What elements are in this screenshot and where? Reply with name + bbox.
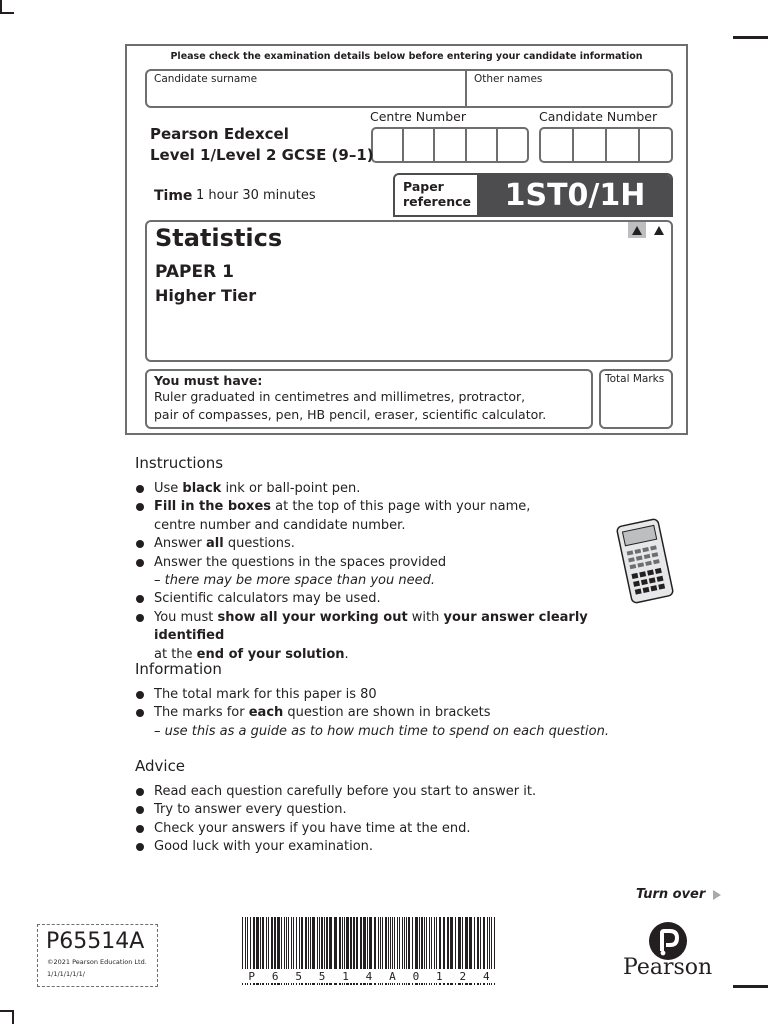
other-names-box[interactable] [465,69,673,108]
barcode-digit: 1 [342,970,349,983]
instructions-list [135,480,655,664]
list-item: Fill in the boxes at the top of this page with your name, centre number and candidate number. [135,498,655,535]
crop-mark [0,12,14,14]
total-marks-label: Total Marks [605,373,665,385]
centre-number-label: Centre Number [370,109,466,124]
advice-list [135,783,655,857]
paper-reference-label: Paper reference [395,175,479,215]
check-note: Please check the examination details below before entering your candidate information [170,51,643,62]
list-item: Read each question carefully before you start to answer it. [135,783,655,801]
barcode-digit: 4 [365,970,373,983]
exam-level: Level 1/Level 2 GCSE (9–1) [150,146,374,164]
digit-box[interactable] [574,129,607,161]
barcode-digits [240,969,498,983]
crop-mark [733,985,768,988]
print-code: 1/1/1/1/1/1/ [47,970,85,978]
paper-code: P65514A [46,929,145,954]
barcode-digit: 5 [295,970,302,983]
calculator-allowed-icon [650,222,668,238]
total-marks-box [599,369,673,429]
barcode-digit: 0 [412,970,420,983]
information-heading: Information [135,660,222,678]
crop-mark [12,1010,14,1024]
digit-box[interactable] [541,129,574,161]
equipment-box [145,369,593,429]
other-names-label: Other names [474,73,543,85]
barcode-digit: 6 [271,970,279,983]
barcode-digit: 1 [436,970,443,983]
candidate-surname-box[interactable] [145,69,467,108]
list-item: Scientific calculators may be used. [135,590,655,608]
exam-board: Pearson Edexcel [150,125,289,143]
barcode-digit: 5 [318,970,326,983]
candidate-number-label: Candidate Number [539,109,658,124]
advice-heading: Advice [135,757,186,775]
time-value: 1 hour 30 minutes [196,188,316,203]
time-label: Time [154,188,193,204]
copyright: ©2021 Pearson Education Ltd. [47,958,147,966]
digit-box[interactable] [498,129,527,161]
instructions-heading: Instructions [135,454,224,472]
barcode-digit: 4 [482,970,490,983]
list-item: Check your answers if you have time at the end. [135,820,655,838]
candidate-details-frame [125,44,688,435]
list-item: You must show all your working out with your answer clearly identified at the end of your solution. [135,609,655,664]
barcode-digit: 2 [459,970,467,983]
candidate-number-boxes[interactable] [539,127,673,163]
list-item: Try to answer every question. [135,801,655,819]
digit-box[interactable] [404,129,435,161]
digit-box[interactable] [435,129,466,161]
list-item: The total mark for this paper is 80 [135,686,655,704]
turn-over: Turn over [636,887,721,902]
turn-over-arrow-icon [713,890,721,900]
subject-box [145,220,673,362]
calculator-icon [614,518,676,604]
equipment-line-1: Ruler graduated in centimetres and millimetres, protractor, [154,389,526,404]
subject-title: Statistics [155,224,283,252]
digit-box[interactable] [373,129,404,161]
centre-number-boxes[interactable] [371,127,529,163]
candidate-surname-label: Candidate surname [154,73,258,85]
digit-box[interactable] [607,129,640,161]
barcode-digit: P [248,970,256,983]
information-list [135,686,655,741]
paper-number: PAPER 1 [155,262,234,282]
crop-mark [733,36,768,39]
equipment-label: You must have: [154,373,263,388]
equipment-line-2: pair of compasses, pen, HB pencil, eraser, scientific calculator. [154,407,547,422]
barcode-digit: A [389,970,396,983]
pearson-logo-text: Pearson [623,955,713,980]
paper-reference-code: 1ST0/1H [479,175,671,215]
list-item: Use black ink or ball-point pen. [135,480,655,498]
list-item: Answer the questions in the spaces provided – there may be more space than you need. [135,554,655,591]
paper-reference-box [393,173,673,217]
paper-code-box [37,924,158,987]
list-item: Answer all questions. [135,535,655,553]
list-item: Good luck with your examination. [135,838,655,856]
digit-box[interactable] [640,129,671,161]
digit-box[interactable] [467,129,498,161]
calculator-allowed-icon [628,222,646,238]
tier: Higher Tier [155,286,257,305]
list-item: The marks for each question are shown in brackets – use this as a guide as to how much time to spend on each question. [135,704,655,741]
